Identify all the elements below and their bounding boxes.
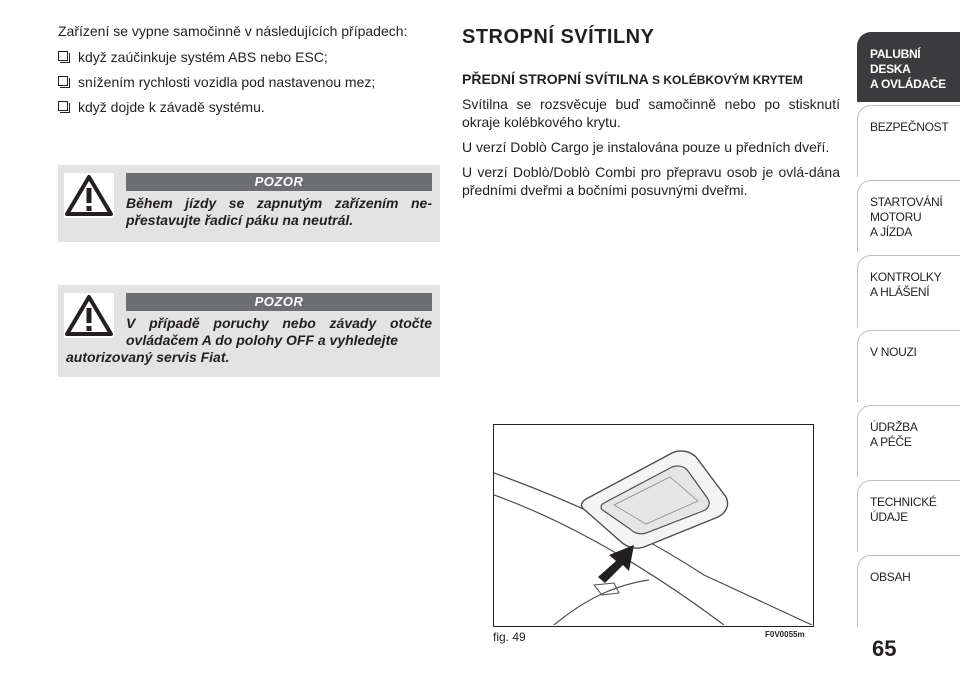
warning-text: V případě poruchy nebo závady otočte ovládačem A do polohy OFF a vyhledejte — [126, 315, 432, 348]
tab-label: PALUBNÍ DESKA A OVLÁDAČE — [870, 47, 946, 91]
bullet-list — [58, 48, 440, 116]
list-item-text: snížením rychlosti vozidla pod nastavenou mez; — [78, 74, 376, 90]
right-column — [462, 26, 840, 206]
warning-box — [58, 285, 440, 377]
tab-startovani[interactable] — [857, 180, 960, 252]
tab-label: V NOUZI — [870, 345, 917, 359]
tab-label: BEZPEČNOST — [870, 120, 949, 134]
figure-image — [493, 424, 814, 627]
tab-technicke-udaje[interactable] — [857, 480, 960, 552]
tab-bezpecnost[interactable] — [857, 105, 960, 177]
tab-udrzba[interactable] — [857, 405, 960, 477]
subtitle-main: PŘEDNÍ STROPNÍ SVÍTILNA — [462, 71, 649, 87]
paragraph: U verzí Doblò Cargo je instalována pouze u předních dveří. — [462, 139, 830, 155]
list-item — [58, 73, 440, 91]
section-title: STROPNÍ SVÍTILNY — [462, 26, 655, 48]
tab-label: ÚDRŽBA A PÉČE — [870, 420, 918, 449]
checkbox-bullet-icon — [58, 76, 68, 86]
warning-text-tail: autorizovaný servis Fiat. — [66, 349, 230, 365]
tab-obsah[interactable] — [857, 555, 960, 627]
page-number: 65 — [872, 636, 897, 661]
warning-text: Během jízdy se zapnutým zařízením ne-přestavujte řadicí páku na neutrál. — [126, 195, 432, 228]
left-column — [58, 22, 440, 123]
checkbox-bullet-icon — [58, 51, 68, 61]
list-item — [58, 48, 440, 66]
checkbox-bullet-icon — [58, 101, 68, 111]
tab-label: OBSAH — [870, 570, 911, 584]
intro-text: Zařízení se vypne samočinně v následujících případech: — [58, 23, 408, 39]
list-item-text: když dojde k závadě systému. — [78, 99, 265, 115]
paragraph: U verzí Doblò/Doblò Combi pro přepravu osob je ovlá-dána předními dveřmi a bočními posuvnými dveřmi. — [462, 164, 840, 198]
tab-palubni-deska[interactable] — [857, 32, 960, 102]
tab-v-nouzi[interactable] — [857, 330, 960, 402]
tab-label: TECHNICKÉ ÚDAJE — [870, 495, 937, 524]
warning-triangle-icon — [64, 173, 114, 218]
tab-label: STARTOVÁNÍ MOTORU A JÍZDA — [870, 195, 943, 239]
paragraph: Svítilna se rozsvěcuje buď samočinně nebo po stisknutí okraje kolébkového krytu. — [462, 96, 840, 130]
chapter-sidebar — [857, 32, 960, 630]
tab-label: KONTROLKY A HLÁŠENÍ — [870, 270, 942, 299]
section-subtitle — [462, 71, 840, 89]
figure-code: F0V0055m — [765, 630, 805, 639]
list-item — [58, 98, 440, 116]
list-item-text: když zaúčinkuje systém ABS nebo ESC; — [78, 49, 328, 65]
figure-caption: fig. 49 — [493, 630, 526, 644]
warning-heading: POZOR — [126, 173, 432, 191]
tab-kontrolky[interactable] — [857, 255, 960, 327]
ceiling-light-illustration — [494, 425, 812, 625]
subtitle-small: S KOLÉBKOVÝM KRYTEM — [648, 73, 803, 87]
warning-box — [58, 165, 440, 242]
warning-triangle-icon — [64, 293, 114, 338]
warning-heading: POZOR — [126, 293, 432, 311]
